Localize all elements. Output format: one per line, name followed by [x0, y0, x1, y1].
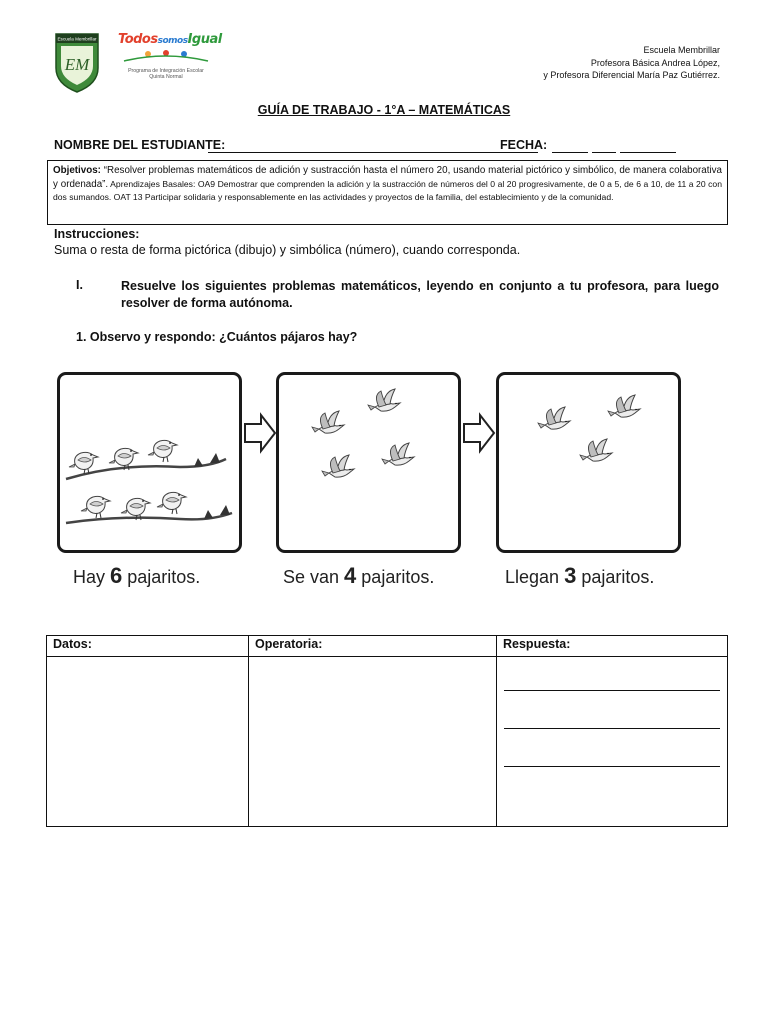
bird-icon: [157, 492, 186, 514]
objectives-label: Objetivos:: [53, 165, 101, 176]
program-figures-graphic: [118, 49, 212, 63]
answer-table: [46, 635, 728, 827]
answer-line[interactable]: [504, 766, 720, 767]
student-date-row: [54, 138, 694, 156]
school-crest-logo: [54, 32, 100, 94]
question-1: 1. Observo y respondo: ¿Cuántos pájaros hay?: [76, 330, 358, 344]
bird-icon: [312, 411, 344, 433]
bird-icon: [69, 452, 98, 474]
student-name-field[interactable]: [208, 152, 538, 153]
crest-school-name: Escuela Membrillar: [57, 36, 97, 42]
instructions-text: Suma o resta de forma pictórica (dibujo) y simbólica (número), cuando corresponda.: [54, 243, 521, 257]
answer-line[interactable]: [504, 728, 720, 729]
section-text: Resuelve los siguientes problemas matemáticos, leyendo en conjunto a tu profesora, para luego resolver de forma autónoma.: [121, 279, 719, 310]
program-brand-text: TodossomosIgual: [118, 32, 222, 47]
objectives-detail-text: Aprendizajes Basales: OA9 Demostrar que comprenden la adición y la sustracción de números del 0 al 20 progresivamente, de 0 a 5, de 6 a 10, de 11 a 20 con dos sumandos. OAT 13 Participar solidaria y responsablemente en las actividades y proyectos de la familia, del establecimiento y de la comunidad.: [53, 178, 722, 202]
program-commune: Quinta Normal: [149, 74, 183, 80]
date-field-month[interactable]: [592, 152, 616, 153]
bird-icon: [608, 395, 640, 417]
bird-icon: [148, 440, 177, 462]
caption-number: 3: [564, 563, 577, 588]
teacher-differential: y Profesora Diferencial María Paz Gutiérrez.: [543, 70, 720, 80]
integration-program-logo: [116, 32, 222, 82]
arrow-right-icon: [462, 412, 496, 454]
bird-icon: [81, 496, 110, 518]
caption-initial: Hay 6 pajaritos.: [73, 563, 201, 588]
picture-panel-leave: [276, 372, 461, 553]
picture-panel-arrive: [496, 372, 681, 553]
section-number: I.: [76, 278, 83, 292]
instructions-heading: Instrucciones:: [54, 227, 140, 241]
answer-cell[interactable]: [497, 657, 728, 827]
caption-leave: Se van 4 pajaritos.: [283, 563, 435, 588]
student-name-label: NOMBRE DEL ESTUDIANTE:: [54, 138, 226, 152]
caption-number: 4: [344, 563, 357, 588]
page-title: GUÍA DE TRABAJO - 1°A – MATEMÁTICAS: [257, 103, 511, 117]
bird-icon: [322, 455, 354, 477]
bird-icon: [368, 389, 400, 411]
bird-icon: [580, 439, 612, 461]
header-answer: Respuesta:: [497, 636, 728, 657]
operation-cell[interactable]: [249, 657, 497, 827]
bird-icon: [382, 443, 414, 465]
caption-arrive: Llegan 3 pajaritos.: [505, 563, 655, 588]
arrow-right-icon: [243, 412, 277, 454]
teacher-basic: Profesora Básica Andrea López,: [590, 57, 720, 68]
answer-line[interactable]: [504, 690, 720, 691]
program-tagline: Programa de Integración Escolar: [128, 68, 204, 74]
date-field-year[interactable]: [620, 152, 676, 153]
header-operation: Operatoria:: [249, 636, 497, 657]
objectives-main-text: “Resolver problemas matemáticos de adición y sustracción hasta el número 20, usando material pictórico y simbólico, de manera colaborativa y ordenada”.: [53, 165, 722, 190]
caption-number: 6: [110, 563, 123, 588]
date-label: FECHA:: [500, 138, 548, 152]
data-cell[interactable]: [47, 657, 249, 827]
school-name: Escuela Membrillar: [643, 45, 720, 55]
school-info: [543, 44, 720, 82]
picture-panel-initial: [57, 372, 242, 553]
bird-icon: [538, 407, 570, 429]
crest-initials: EM: [64, 55, 90, 74]
header-data: Datos:: [47, 636, 249, 657]
objectives-box: [47, 160, 728, 225]
date-field-day[interactable]: [552, 152, 588, 153]
